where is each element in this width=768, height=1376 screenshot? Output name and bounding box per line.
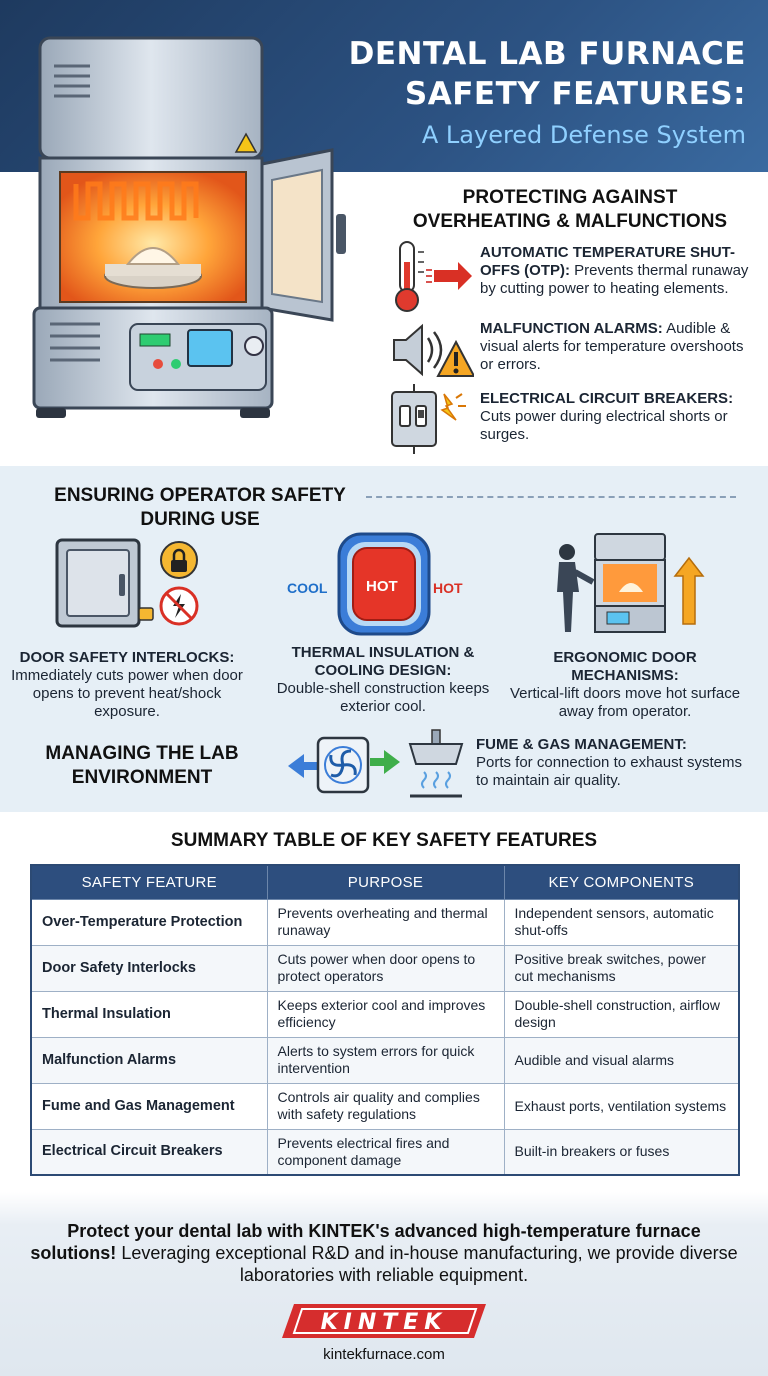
column-header: PURPOSE	[267, 865, 504, 899]
card-door-interlocks-heading: DOOR SAFETY INTERLOCKS:	[19, 649, 235, 666]
feature-circuit-breakers-body: Cuts power during electrical shorts or surges.	[480, 408, 728, 443]
kintek-logo	[280, 1302, 488, 1340]
column-header: SAFETY FEATURE	[31, 865, 267, 899]
table-cell: Electrical Circuit Breakers	[31, 1129, 267, 1175]
fume-management-body: Ports for connection to exhaust systems to maintain air quality.	[476, 754, 742, 789]
table-row	[31, 1129, 739, 1175]
table-cell: Controls air quality and complies with safety regulations	[267, 1083, 504, 1129]
table-row	[31, 945, 739, 991]
title-line-2: SAFETY FEATURES:	[404, 76, 746, 112]
table-cell: Door Safety Interlocks	[31, 945, 267, 991]
hot-inner-label: HOT	[366, 578, 398, 595]
fume-management-heading: FUME & GAS MANAGEMENT:	[476, 736, 687, 753]
card-thermal-insulation	[258, 532, 508, 716]
table-cell: Keeps exterior cool and improves efficiency	[267, 991, 504, 1037]
table-row	[31, 1037, 739, 1083]
page-title	[306, 34, 746, 152]
fume-management-text	[476, 736, 756, 790]
divider	[366, 496, 736, 498]
operator-furnace-icon	[545, 532, 705, 640]
section-overheating-title-line-2: OVERHEATING & MALFUNCTIONS	[412, 211, 728, 232]
summary-table	[30, 864, 740, 1176]
website-link[interactable]: kintekfurnace.com	[323, 1346, 445, 1363]
table-header-row	[31, 865, 739, 899]
footer	[0, 1192, 768, 1376]
card-ergonomic-doors-body: Vertical-lift doors move hot surface away from operator.	[509, 685, 741, 720]
table-cell: Independent sensors, automatic shut-offs	[504, 899, 739, 945]
section-overheating-title	[392, 186, 748, 234]
table-cell: Cuts power when door opens to protect operators	[267, 945, 504, 991]
promo-text	[24, 1220, 744, 1286]
table-cell: Fume and Gas Management	[31, 1083, 267, 1129]
table-row	[31, 899, 739, 945]
section-operator-safety	[0, 466, 768, 812]
table-cell: Thermal Insulation	[31, 991, 267, 1037]
table-row	[31, 991, 739, 1037]
column-header: KEY COMPONENTS	[504, 865, 739, 899]
promo-rest: Leveraging exceptional R&D and in-house manufacturing, we provide diverse laboratories with reliable equipment.	[116, 1243, 738, 1285]
speaker-alarm-icon	[388, 314, 474, 394]
logo-text: KINTEK	[320, 1310, 448, 1335]
thermometer-icon	[388, 238, 474, 318]
summary-table-title: SUMMARY TABLE OF KEY SAFETY FEATURES	[170, 830, 598, 851]
table-cell: Built-in breakers or fuses	[504, 1129, 739, 1175]
feature-temperature-shutoff-body: Prevents thermal runaway by cutting power to heating elements.	[480, 262, 749, 297]
table-cell: Over-Temperature Protection	[31, 899, 267, 945]
feature-circuit-breakers-text	[480, 390, 760, 444]
feature-temperature-shutoff	[388, 238, 758, 322]
table-cell: Prevents electrical fires and component damage	[267, 1129, 504, 1175]
feature-malfunction-alarms-heading: MALFUNCTION ALARMS:	[480, 320, 663, 337]
promo-bold: Protect your dental lab with KINTEK's advanced high-temperature furnace solutions!	[30, 1221, 701, 1263]
door-lock-icon	[47, 532, 207, 640]
hot-outer-label: HOT	[433, 580, 463, 596]
feature-malfunction-alarms-text	[480, 320, 760, 374]
table-cell: Malfunction Alarms	[31, 1037, 267, 1083]
section-lab-environment-title	[22, 742, 262, 790]
insulation-shield-icon	[283, 532, 483, 640]
card-thermal-insulation-heading: THERMAL INSULATION & COOLING DESIGN:	[291, 644, 475, 679]
cool-label: COOL	[287, 580, 328, 596]
table-cell: Positive break switches, power cut mechanisms	[504, 945, 739, 991]
table-cell: Alerts to system errors for quick intervention	[267, 1037, 504, 1083]
feature-malfunction-alarms-body: Audible & visual alerts for temperature overshoots or errors.	[480, 320, 744, 373]
card-ergonomic-doors	[500, 532, 750, 721]
table-cell: Double-shell construction, airflow design	[504, 991, 739, 1037]
section-operator-safety-title	[30, 484, 370, 532]
card-thermal-insulation-body: Double-shell construction keeps exterior cool.	[276, 680, 490, 715]
feature-circuit-breakers-heading: ELECTRICAL CIRCUIT BREAKERS:	[480, 390, 734, 407]
section-operator-safety-title-line-2: DURING USE	[140, 509, 260, 530]
page-subtitle: A Layered Defense System	[421, 121, 746, 149]
table-row	[31, 1083, 739, 1129]
table-cell: Exhaust ports, ventilation systems	[504, 1083, 739, 1129]
fan-exhaust-icon	[286, 728, 466, 804]
feature-temperature-shutoff-text	[480, 244, 760, 298]
title-line-1: DENTAL LAB FURNACE	[348, 36, 746, 72]
card-door-interlocks-body: Immediately cuts power when door opens to prevent heat/shock exposure.	[11, 667, 243, 720]
table-cell: Prevents overheating and thermal runaway	[267, 899, 504, 945]
feature-temperature-shutoff-heading: AUTOMATIC TEMPERATURE SHUT-OFFS (OTP):	[480, 244, 735, 279]
feature-circuit-breakers	[388, 384, 758, 468]
table-cell: Audible and visual alarms	[504, 1037, 739, 1083]
section-lab-environment-title-line-2: ENVIRONMENT	[71, 767, 213, 788]
section-operator-safety-title-line-1: ENSURING OPERATOR SAFETY	[54, 485, 346, 506]
card-door-interlocks	[2, 532, 252, 721]
card-ergonomic-doors-heading: ERGONOMIC DOOR MECHANISMS:	[553, 649, 697, 684]
section-lab-environment-title-line-1: MANAGING THE LAB	[45, 743, 239, 764]
section-overheating-title-line-1: PROTECTING AGAINST	[462, 187, 678, 208]
circuit-breaker-icon	[388, 384, 474, 464]
